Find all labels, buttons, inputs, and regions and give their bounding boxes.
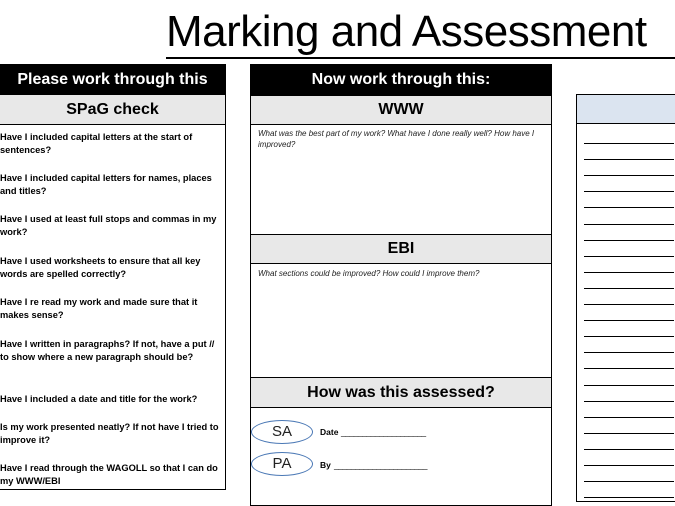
writing-line[interactable]	[584, 433, 674, 434]
checklist-item: Have I written in paragraphs? If not, have a put // to show where a new paragraph should be?	[0, 339, 215, 362]
middle-header: Now work through this:	[251, 65, 551, 95]
spag-check-heading: SPaG check	[0, 95, 225, 125]
writing-line[interactable]	[584, 497, 674, 498]
writing-line[interactable]	[584, 368, 674, 369]
ebi-heading: EBI	[251, 234, 551, 264]
spag-panel	[0, 64, 226, 490]
writing-line[interactable]	[584, 320, 674, 321]
www-heading: WWW	[251, 95, 551, 125]
by-label: By	[320, 460, 331, 470]
writing-line[interactable]	[584, 449, 674, 450]
writing-line[interactable]	[584, 481, 674, 482]
writing-line[interactable]	[584, 417, 674, 418]
writing-lines-header	[577, 95, 675, 124]
writing-line[interactable]	[584, 175, 674, 176]
checklist-item: Have I re read my work and made sure that it makes sense?	[0, 297, 198, 320]
title-underline	[166, 57, 675, 59]
left-header: Please work through this	[0, 65, 225, 95]
checklist-item: Is my work presented neatly? If not have I tried to improve it?	[0, 422, 219, 445]
writing-line[interactable]	[584, 336, 674, 337]
writing-line[interactable]	[584, 191, 674, 192]
checklist-item: Have I used at least full stops and commas in my work?	[0, 214, 217, 237]
writing-line[interactable]	[584, 256, 674, 257]
ebi-prompt: What sections could be improved? How could I improve them?	[258, 269, 480, 278]
page-title: Marking and Assessment	[166, 7, 647, 56]
writing-line[interactable]	[584, 385, 674, 386]
writing-lines-panel	[576, 94, 675, 502]
self-assessed-option[interactable]: SA	[251, 420, 313, 444]
writing-line[interactable]	[584, 207, 674, 208]
checklist-item: Have I read through the WAGOLL so that I can do my WWW/EBI	[0, 463, 218, 486]
checklist-item: Have I included capital letters for names, places and titles?	[0, 173, 212, 196]
writing-line[interactable]	[584, 240, 674, 241]
www-prompt: What was the best part of my work? What have I done really well? How have I improved?	[258, 129, 535, 149]
writing-line[interactable]	[584, 143, 674, 144]
writing-line[interactable]	[584, 401, 674, 402]
assessed-heading: How was this assessed?	[251, 377, 551, 408]
writing-line[interactable]	[584, 159, 674, 160]
writing-line[interactable]	[584, 304, 674, 305]
date-field[interactable]: ____________________	[341, 427, 426, 437]
writing-line[interactable]	[584, 352, 674, 353]
writing-line[interactable]	[584, 465, 674, 466]
date-label: Date	[320, 427, 339, 437]
checklist-item: Have I included a date and title for the work?	[0, 394, 198, 404]
writing-line[interactable]	[584, 288, 674, 289]
checklist-item: Have I used worksheets to ensure that all key words are spelled correctly?	[0, 256, 201, 279]
peer-assessed-option[interactable]: PA	[251, 452, 313, 476]
writing-line[interactable]	[584, 224, 674, 225]
reflection-panel	[250, 64, 552, 506]
writing-line[interactable]	[584, 272, 674, 273]
by-field[interactable]: ______________________	[334, 460, 428, 470]
checklist-item: Have I included capital letters at the start of sentences?	[0, 132, 193, 155]
